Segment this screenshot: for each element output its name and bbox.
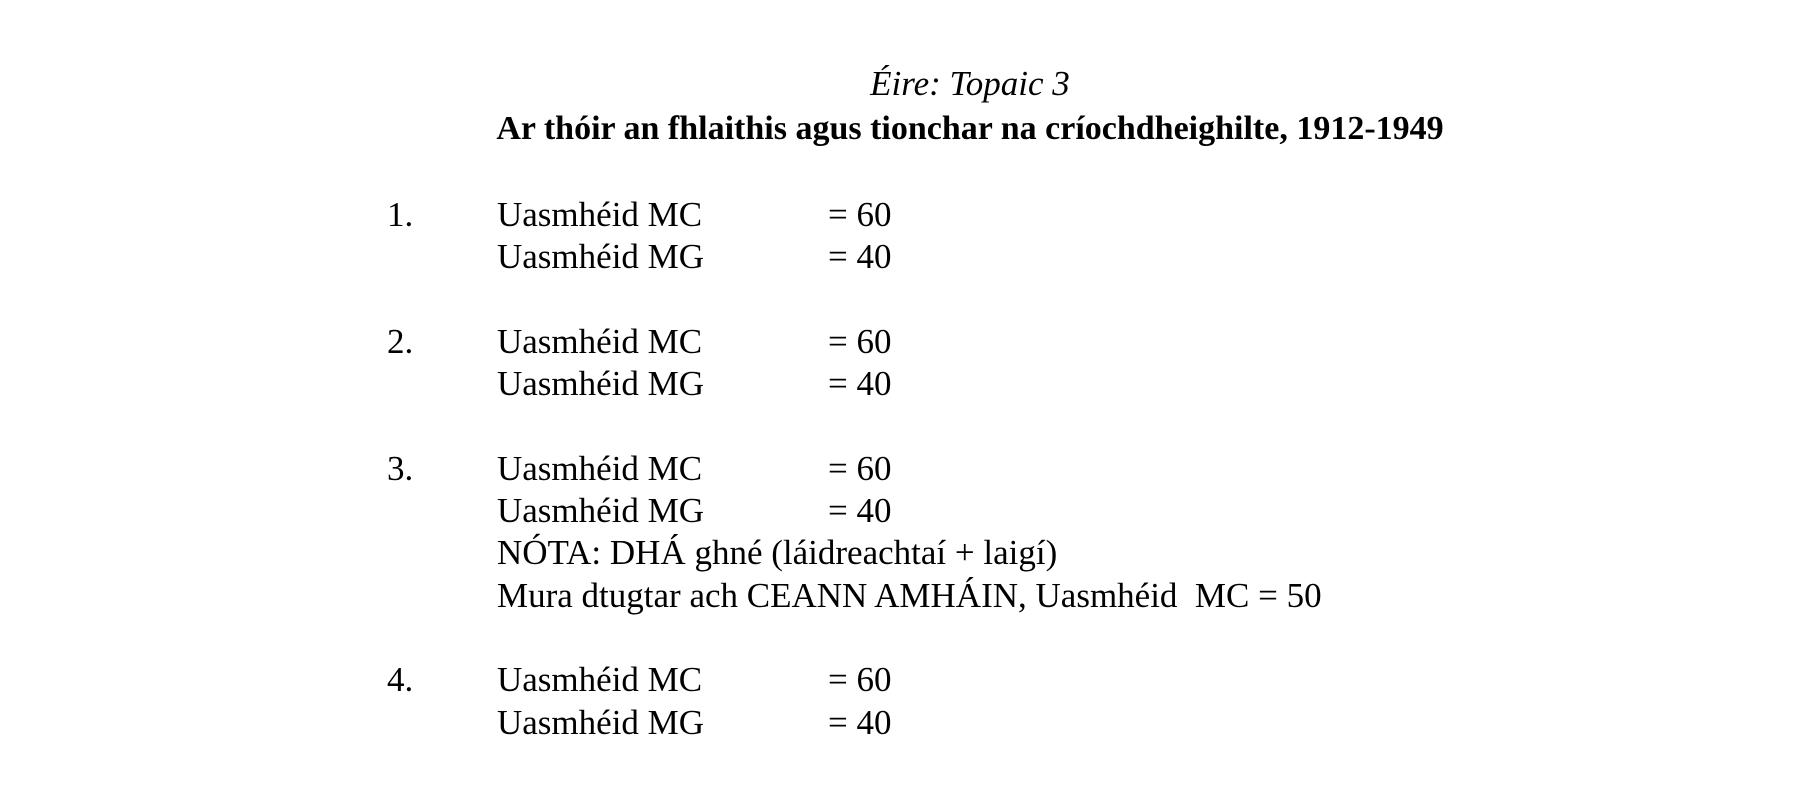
item-label: Uasmhéid MG [497, 237, 705, 276]
item-value: = 60 [828, 322, 892, 361]
item-number: 1. [387, 195, 414, 234]
item-number: 2. [387, 322, 414, 361]
document-subtitle: Éire: Topaic 3 [870, 64, 1070, 103]
item-label: Uasmhéid MG [497, 703, 705, 742]
item-value: = 60 [828, 195, 892, 234]
item-note: NÓTA: DHÁ ghné (láidreachtaí + laigí) [497, 533, 1058, 572]
item-value: = 60 [828, 660, 892, 699]
document-title: Ar thóir an fhlaithis agus tionchar na críochdheighilte, 1912-1949 [496, 110, 1444, 147]
item-number: 4. [387, 660, 414, 699]
item-label: Uasmhéid MC [497, 195, 703, 234]
item-value: = 60 [828, 449, 892, 488]
item-value: = 40 [828, 491, 892, 530]
item-label: Uasmhéid MC [497, 449, 703, 488]
item-value: = 40 [828, 237, 892, 276]
item-label: Uasmhéid MG [497, 364, 705, 403]
item-number: 3. [387, 449, 414, 488]
item-value: = 40 [828, 364, 892, 403]
item-value: = 40 [828, 703, 892, 742]
item-note: Mura dtugtar ach CEANN AMHÁIN, Uasmhéid MC = 50 [497, 576, 1322, 615]
item-label: Uasmhéid MC [497, 660, 703, 699]
item-label: Uasmhéid MG [497, 491, 705, 530]
item-label: Uasmhéid MC [497, 322, 703, 361]
